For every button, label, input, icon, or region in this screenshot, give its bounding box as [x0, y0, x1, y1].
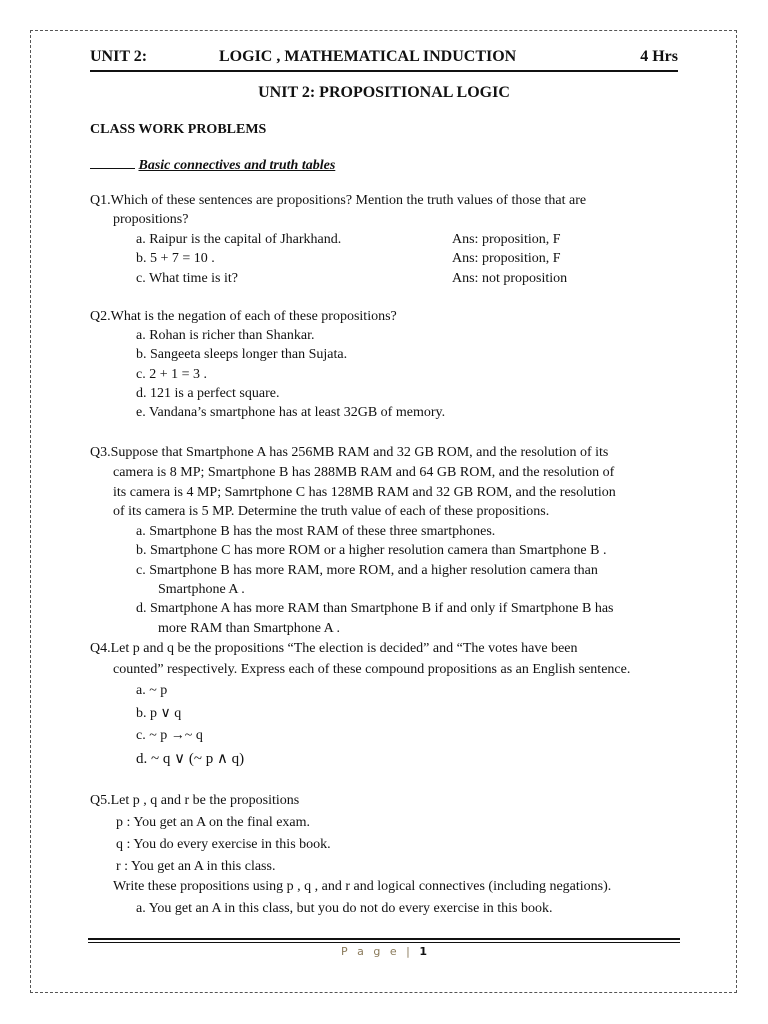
q2-item-c: c. 2 + 1 = 3 . — [136, 367, 208, 382]
q2-item-d: d. 121 is a perfect square. — [136, 386, 280, 401]
footer-rule-thin — [88, 942, 680, 943]
q3-line-2: camera is 8 MP; Smartphone B has 288MB RAM and 64 GB ROM, and the resolution of — [113, 465, 615, 480]
q4-item-d: d. ~ q ∨ (~ p ∧ q) — [136, 751, 245, 767]
q5-line-2: Write these propositions using p , q , and r and logical connectives (including negations). — [113, 879, 612, 894]
q5-def-r: r : You get an A in this class. — [116, 859, 276, 874]
subsection-heading — [90, 156, 335, 174]
q3-item-c-line-1: c. Smartphone B has more RAM, more ROM, and a higher resolution camera than — [136, 563, 598, 578]
q2-item-e: e. Vandana’s smartphone has at least 32GB of memory. — [136, 405, 446, 420]
q1-item-a-answer: Ans: proposition, F — [452, 232, 561, 247]
q5-item-a: a. You get an A in this class, but you do not do every exercise in this book. — [136, 901, 553, 916]
page-number: 1 — [419, 945, 427, 958]
page-header — [90, 48, 678, 72]
q3-item-d-line-2: more RAM than Smartphone A . — [158, 621, 340, 636]
page-label: P a g e | — [341, 945, 413, 958]
q4-item-b: b. p ∨ q — [136, 706, 182, 721]
q4-item-c: c. ~ p →~ q — [136, 728, 203, 743]
q3-item-b: b. Smartphone C has more ROM or a higher resolution camera than Smartphone B . — [136, 543, 607, 558]
q1-item-c-answer: Ans: not proposition — [452, 271, 568, 286]
header-unit: UNIT 2: — [90, 48, 148, 65]
page-footer — [0, 945, 768, 958]
q1-item-a: a. Raipur is the capital of Jharkhand. — [136, 232, 342, 247]
section-heading: CLASS WORK PROBLEMS — [90, 122, 267, 137]
q4-line-2: counted” respectively. Express each of these compound propositions as an English sentence. — [113, 662, 631, 677]
subsection-underline — [90, 156, 135, 169]
q5-def-q: q : You do every exercise in this book. — [116, 837, 331, 852]
subsection-text: Basic connectives and truth tables — [138, 158, 336, 173]
q1-line-1: Q1.Which of these sentences are propositions? Mention the truth values of those that are — [90, 193, 587, 208]
q4-line-1: Q4.Let p and q be the propositions “The election is decided” and “The votes have been — [90, 641, 578, 656]
q3-line-3: its camera is 4 MP; Samrtphone C has 128MB RAM and 32 GB ROM, and the resolution — [113, 485, 616, 500]
q1-item-c: c. What time is it? — [136, 271, 238, 286]
q5-line-1: Q5.Let p , q and r be the propositions — [90, 793, 300, 808]
q2-item-b: b. Sangeeta sleeps longer than Sujata. — [136, 347, 348, 362]
q1-item-b-answer: Ans: proposition, F — [452, 251, 561, 266]
q5-def-p: p : You get an A on the final exam. — [116, 815, 311, 830]
q1-item-b: b. 5 + 7 = 10 . — [136, 251, 215, 266]
footer-rule-thick — [88, 938, 680, 940]
q3-item-d-line-1: d. Smartphone A has more RAM than Smartphone B if and only if Smartphone B has — [136, 601, 614, 616]
page-title: UNIT 2: PROPOSITIONAL LOGIC — [258, 84, 510, 101]
q3-item-a: a. Smartphone B has the most RAM of these three smartphones. — [136, 524, 496, 539]
header-title: LOGIC , MATHEMATICAL INDUCTION — [219, 48, 517, 65]
q3-line-4: of its camera is 5 MP. Determine the truth value of each of these propositions. — [113, 504, 550, 519]
q3-line-1: Q3.Suppose that Smartphone A has 256MB RAM and 32 GB ROM, and the resolution of its — [90, 445, 609, 460]
q2-line-1: Q2.What is the negation of each of these propositions? — [90, 309, 397, 324]
header-hours: 4 Hrs — [640, 48, 678, 65]
q4-item-a: a. ~ p — [136, 683, 168, 698]
q1-line-2: propositions? — [113, 212, 189, 227]
q2-item-a: a. Rohan is richer than Shankar. — [136, 328, 315, 343]
q3-item-c-line-2: Smartphone A . — [158, 582, 245, 597]
